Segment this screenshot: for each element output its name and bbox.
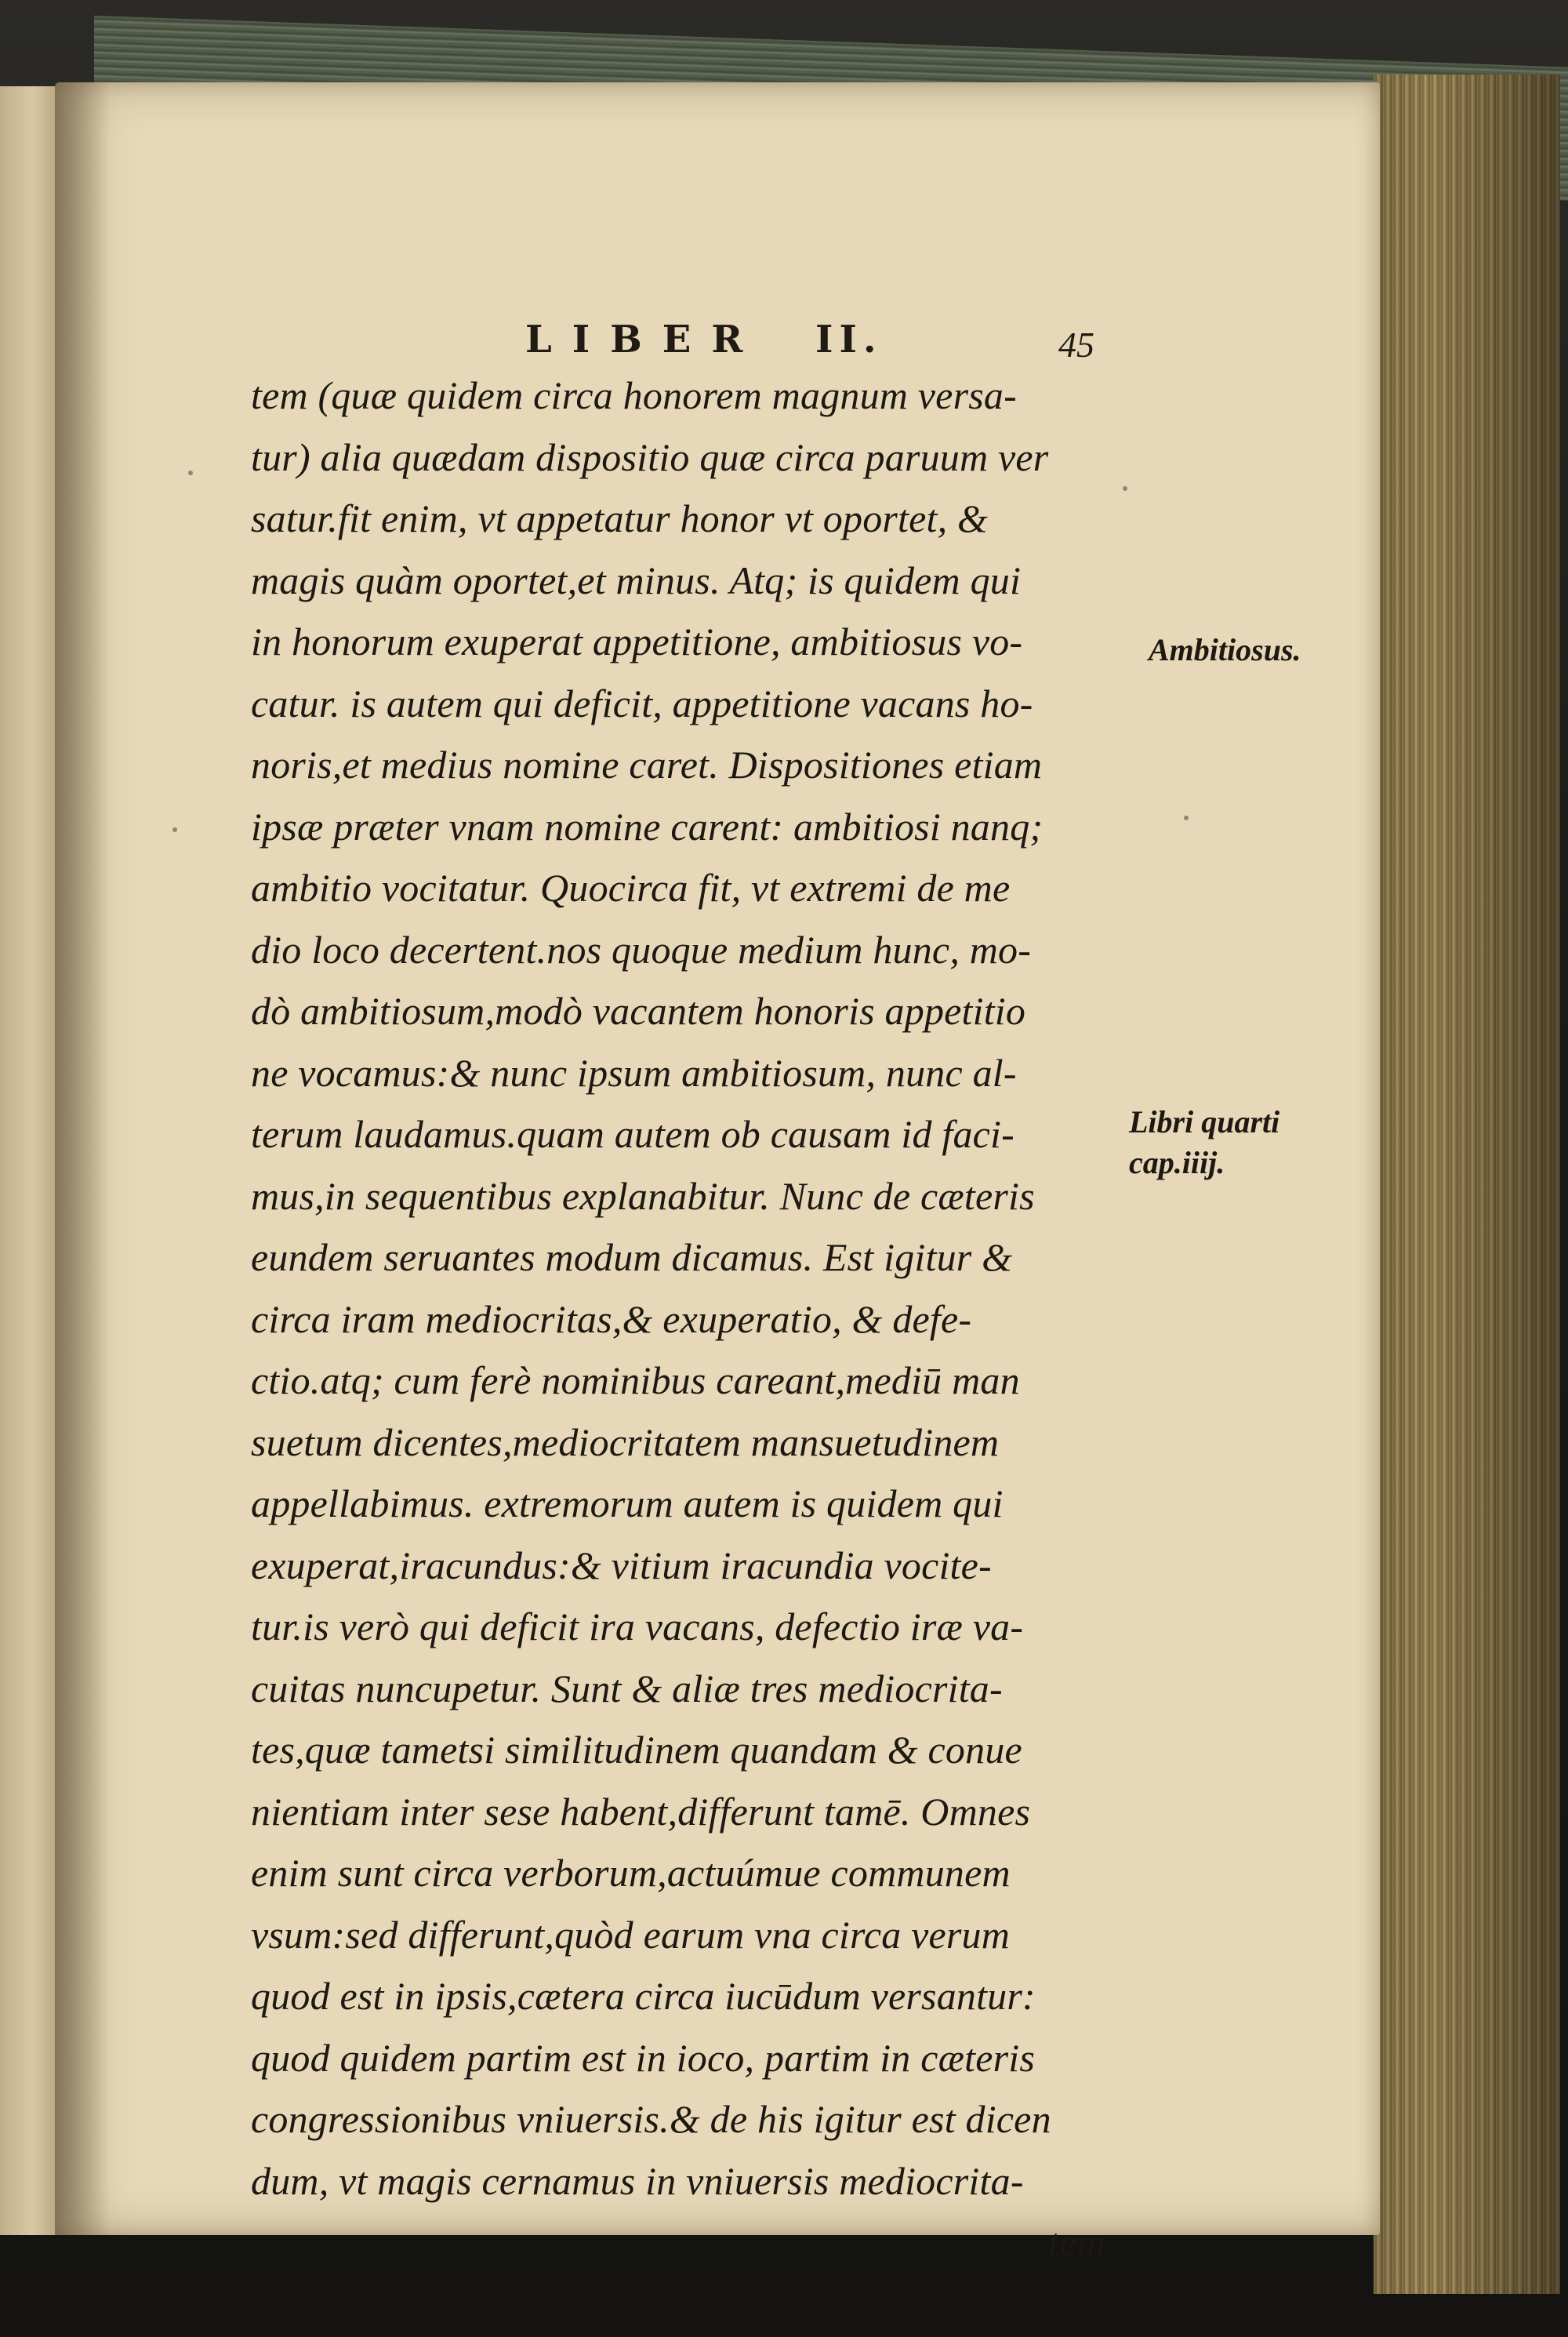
text-line: mus,in sequentibus explanabitur. Nunc de cæteris bbox=[251, 1173, 1035, 1218]
text-line: cuitas nuncupetur. Sunt & aliæ tres mediocrita- bbox=[251, 1666, 1003, 1710]
text-line: ambitio vocitatur. Quocirca fit, vt extremi de me bbox=[251, 866, 1011, 910]
ink-speck bbox=[1123, 486, 1127, 491]
ink-speck bbox=[188, 471, 193, 475]
text-line: exuperat,iracundus:& vitium iracundia vocite- bbox=[251, 1543, 992, 1587]
text-line: eundem seruantes modum dicamus. Est igitur & bbox=[251, 1235, 1013, 1279]
text-line: magis quàm oportet,et minus. Atq; is quidem qui bbox=[251, 558, 1022, 602]
recto-page bbox=[55, 82, 1380, 2264]
fore-edge-pages bbox=[1374, 75, 1560, 2294]
margin-note-libri-quarti bbox=[1129, 1102, 1279, 1183]
page-gutter-shadow bbox=[55, 82, 110, 2235]
text-line: catur. is autem qui deficit, appetitione vacans ho- bbox=[251, 681, 1033, 725]
margin-note-ambitiosus: Ambitiosus. bbox=[1149, 632, 1301, 667]
ink-speck bbox=[172, 827, 177, 832]
text-line: enim sunt circa verborum,actuúmue communem bbox=[251, 1851, 1011, 1895]
running-head-title: LIBER bbox=[525, 318, 764, 362]
text-line: satur.fit enim, vt appetatur honor vt oportet, & bbox=[251, 496, 989, 540]
text-line: appellabimus. extremorum autem is quidem qui bbox=[251, 1481, 1004, 1525]
text-line: dio loco decertent.nos quoque medium hunc, mo- bbox=[251, 927, 1032, 972]
body-text bbox=[251, 365, 1129, 2273]
text-line: tem (quæ quidem circa honorem magnum versa- bbox=[251, 373, 1017, 417]
running-head-book-number: II. bbox=[815, 318, 883, 362]
text-line: ne vocamus:& nunc ipsum ambitiosum, nunc al- bbox=[251, 1050, 1017, 1095]
text-line: tur.is verò qui deficit ira vacans, defectio iræ va- bbox=[251, 1605, 1024, 1648]
text-line: suetum dicentes,mediocritatem mansuetudinem bbox=[251, 1419, 1000, 1464]
text-line: circa iram mediocritas,& exuperatio, & defe- bbox=[251, 1296, 972, 1341]
margin-note-line: cap.iiij. bbox=[1129, 1145, 1225, 1180]
text-line: quod quidem partim est in ioco, partim in cæteris bbox=[251, 2035, 1036, 2080]
text-line: vsum:sed differunt,quòd earum vna circa verum bbox=[251, 1912, 1011, 1957]
text-line: ipsæ præter vnam nomine carent: ambitiosi nanq; bbox=[251, 804, 1044, 849]
text-line: dò ambitiosum,modò vacantem honoris appetitio bbox=[251, 989, 1026, 1033]
catchword: tem bbox=[1048, 2220, 1105, 2264]
text-line: congressionibus vniuersis.& de his igitur est dicen bbox=[251, 2097, 1051, 2141]
text-line: ctio.atq; cum ferè nominibus careant,mediū man bbox=[251, 1358, 1020, 1402]
text-line: tur) alia quædam dispositio quæ circa paruum ver bbox=[251, 434, 1049, 479]
text-line: quod est in ipsis,cætera circa iucūdum versantur: bbox=[251, 1974, 1036, 2018]
text-line: tes,quæ tametsi similitudinem quandam & conue bbox=[251, 1728, 1022, 1772]
margin-note-line: Libri quarti bbox=[1129, 1104, 1280, 1139]
page-number: 45 bbox=[1058, 325, 1094, 365]
text-line: dum, vt magis cernamus in vniuersis mediocrita- bbox=[251, 2158, 1024, 2203]
text-line: in honorum exuperat appetitione, ambitiosus vo- bbox=[251, 620, 1023, 663]
ink-speck bbox=[1184, 816, 1189, 820]
text-line: nientiam inter sese habent,differunt tamē. Omnes bbox=[251, 1789, 1031, 1834]
text-line: noris,et medius nomine caret. Dispositiones etiam bbox=[251, 743, 1043, 787]
text-line: terum laudamus.quam autem ob causam id faci- bbox=[251, 1112, 1014, 1156]
